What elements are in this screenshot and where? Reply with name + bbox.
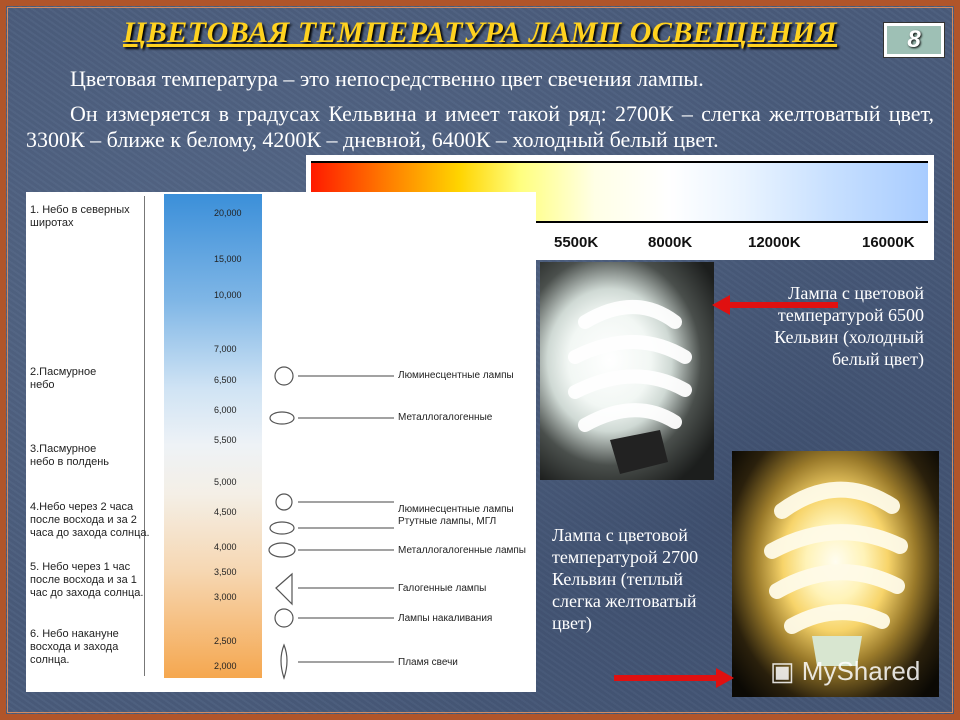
scale-tick: 10,000 <box>214 290 242 300</box>
lamp-type-label: Галогенные лампы <box>398 583 487 594</box>
metal-halide-bulb-icon <box>270 412 294 424</box>
fluorescent-ring-icon <box>275 367 293 385</box>
fluorescent-ring-icon <box>276 494 292 510</box>
scale-tick: 3,500 <box>214 567 237 577</box>
sky-label: 2.Пасмурное небо <box>30 366 97 391</box>
scale-tick: 5,000 <box>214 477 237 487</box>
slide-title: ЦВЕТОВАЯ ТЕМПЕРАТУРА ЛАМП ОСВЕЩЕНИЯ <box>122 16 838 49</box>
mercury-lamp-icon <box>270 522 294 534</box>
spectrum-label: 8000K <box>648 234 693 251</box>
scale-axis <box>144 196 145 676</box>
incandescent-bulb-icon <box>275 609 293 627</box>
candle-flame-icon <box>281 645 287 678</box>
scale-tick: 2,000 <box>214 661 237 671</box>
scale-tick: 15,000 <box>214 254 242 264</box>
scale-tick: 7,000 <box>214 344 237 354</box>
presentation-icon: ▣ <box>770 656 802 686</box>
lamp-type-label: Пламя свечи <box>398 657 458 668</box>
page-number-badge: 8 <box>884 23 944 57</box>
metal-halide-bulb-icon <box>269 543 295 557</box>
sky-label: 4.Небо через 2 часа после восхода и за 2 часа до захода солнца. <box>30 501 150 539</box>
watermark: ▣ MyShared <box>770 656 921 686</box>
warm-lamp-caption: Лампа с цветовой температурой 2700 Кельвин (теплый слегка желтоватый цвет) <box>552 525 699 633</box>
scale-tick: 3,000 <box>214 592 237 602</box>
arrow-right-icon <box>614 675 718 681</box>
spectrum-label: 5500K <box>554 234 599 251</box>
spectrum-label: 16000K <box>862 234 915 251</box>
sky-label: 5. Небо через 1 час после восхода и за 1 час до захода солнца. <box>30 561 144 599</box>
scale-tick: 5,500 <box>214 435 237 445</box>
lamp-type-label: Люминесцентные лампы Ртутные лампы, МГЛ <box>398 504 514 527</box>
scale-tick: 20,000 <box>214 208 242 218</box>
definition-paragraph: Цветовая температура – это непосредственно цвет свечения лампы. <box>70 66 704 91</box>
spiral-bulb-icon <box>540 262 714 480</box>
kelvin-scale-chart <box>26 192 536 692</box>
kelvin-range-paragraph: Он измеряется в градусах Кельвина и имеет такой ряд: 2700К – слегка желтоватый цвет, 3300К – ближе к белому, 4200К – дневной, 6400К – холодный белый цвет. <box>26 101 934 152</box>
lamp-type-label: Металлогалогенные <box>398 412 493 423</box>
lamp-type-label: Металлогалогенные лампы <box>398 545 526 556</box>
scale-tick: 6,500 <box>214 375 237 385</box>
spectrum-label: 12000K <box>748 234 801 251</box>
sky-label: 1. Небо в северных широтах <box>30 204 130 229</box>
scale-tick: 6,000 <box>214 405 237 415</box>
sky-label: 6. Небо накануне восхода и захода солнца. <box>30 628 119 666</box>
scale-tick: 4,500 <box>214 507 237 517</box>
scale-tick: 4,000 <box>214 542 237 552</box>
lamp-icons <box>248 360 398 680</box>
sky-label: 3.Пасмурное небо в полдень <box>30 443 110 468</box>
lamp-type-label: Лампы накаливания <box>398 613 493 624</box>
cold-white-lamp-photo <box>540 262 714 480</box>
halogen-reflector-icon <box>276 574 292 604</box>
cold-lamp-caption: Лампа с цветовой температурой 6500 Кельвин (холодный белый цвет) <box>774 283 924 369</box>
scale-tick: 2,500 <box>214 636 237 646</box>
lamp-type-label: Люминесцентные лампы <box>398 370 514 381</box>
